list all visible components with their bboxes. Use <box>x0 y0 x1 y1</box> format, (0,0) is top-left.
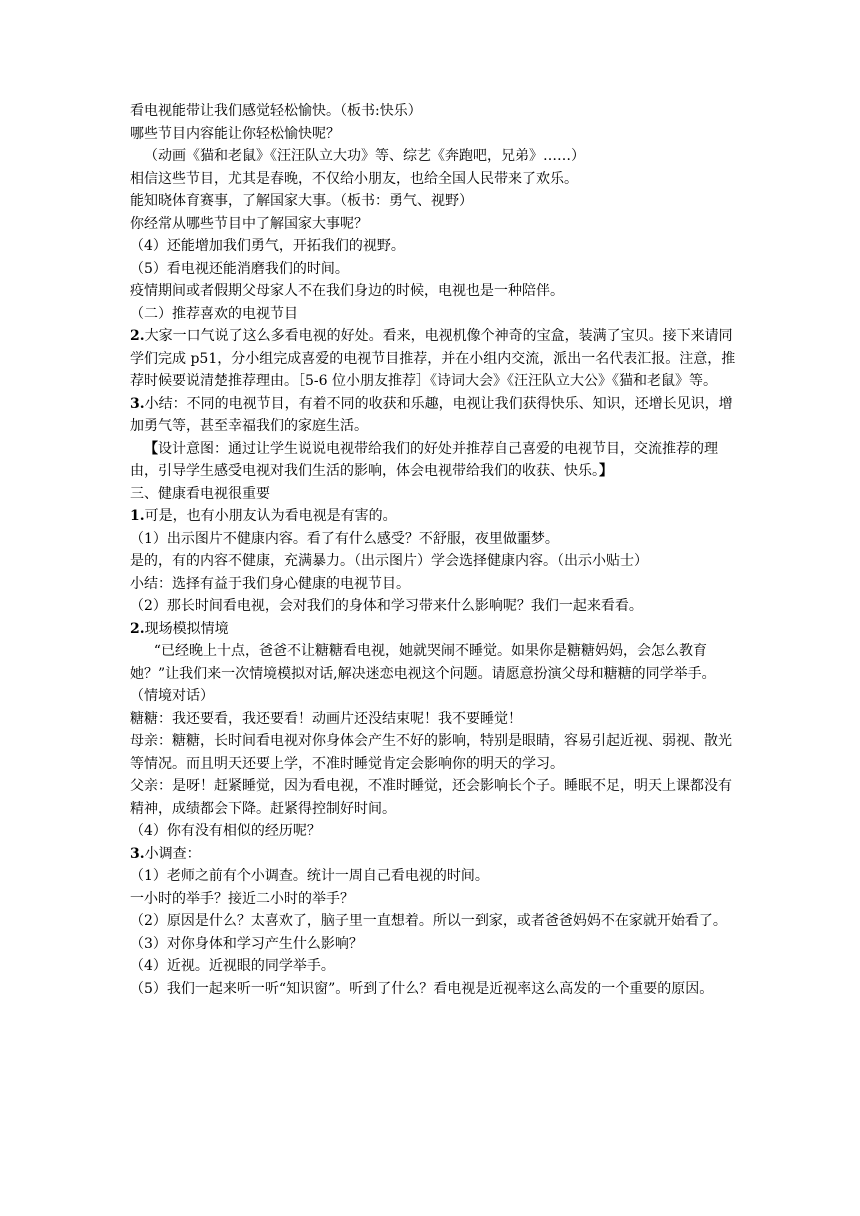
paragraph: （5）看电视还能消磨我们的时间。 <box>130 260 349 277</box>
bracket-close: 】 <box>599 463 613 479</box>
paragraph: （2）那长时间看电视，会对我们的身体和学习带来什么影响呢？我们一起来看看。 <box>130 598 643 614</box>
paragraph: （5）我们一起来听一听“知识窗”。听到了什么？看电视是近视率这么高发的一个重要的原因。 <box>130 980 714 997</box>
paragraph: “已经晚上十点，爸爸不让糖糖看电视，她就哭闹不睡觉。如果你是糖糖妈妈，会怎么教育她？”让我们来一次情境模拟对话,解决迷恋电视这个问题。请愿意扮演父母和糖糖的同学举手。 <box>130 643 716 682</box>
paragraph-text: 小结：不同的电视节目，有着不同的收获和乐趣，电视让我们获得快乐、知识，还增长见识，增加勇气等，甚至幸福我们的家庭生活。 <box>130 395 733 434</box>
item-number: 2. <box>130 620 145 637</box>
paragraph: （4）还能增加我们勇气，开拓我们的视野。 <box>130 238 405 254</box>
paragraph: （3）对你身体和学习产生什么影响？ <box>130 935 363 952</box>
paragraph-text: 大家一口气说了这么多看电视的好处。看来，电视机像个神奇的宝盒，装满了宝贝。接下来请同学们完成 p51，分小组完成喜爱的电视节目推荐，并在小组内交流，派出一名代表汇报。注意，推荐时候要说清楚推荐理由。［5-6 位小朋友推荐］《诗词大会》《汪汪队立大公》《猫和老鼠》等。 <box>130 328 736 389</box>
paragraph: 能知晓体育赛事，了解国家大事。（板书：勇气、视野） <box>130 193 473 209</box>
paragraph: （1）老师之前有个小调查。统计一周自己看电视的时间。 <box>130 868 489 884</box>
paragraph: （情境对话） <box>130 688 214 704</box>
paragraph: 是的，有的内容不健康，充满暴力。（出示图片）学会选择健康内容。（出示小贴士） <box>130 553 648 569</box>
item-number: 2. <box>130 328 145 344</box>
paragraph <box>130 505 736 528</box>
paragraph-text: 现场模拟情境 <box>144 620 229 637</box>
paragraph <box>130 618 736 641</box>
paragraph: （4）你有没有相似的经历呢？ <box>130 823 321 839</box>
paragraph <box>130 843 736 866</box>
document-page <box>130 100 736 1000</box>
paragraph-text: 小调查： <box>144 845 201 862</box>
bracket-open: 【 <box>144 440 158 457</box>
paragraph-text: 可是，也有小朋友认为看电视是有害的。 <box>144 508 397 524</box>
section-heading: 三、健康看电视很重要 <box>130 485 270 502</box>
paragraph <box>130 393 736 438</box>
section-heading: （二）推荐喜欢的电视节目 <box>130 305 298 322</box>
paragraph: （1）出示图片不健康内容。看了有什么感受？不舒服，夜里做噩梦。 <box>130 530 559 547</box>
item-number: 3. <box>130 395 145 412</box>
design-intent <box>130 438 736 483</box>
paragraph: 看电视能带让我们感觉轻松愉快。（板书:快乐） <box>130 103 422 119</box>
paragraph: 一小时的举手？接近二小时的举手？ <box>130 890 354 907</box>
dialogue-line: 糖糖：我还要看，我还要看！动画片还没结束呢！我不要睡觉！ <box>130 710 522 727</box>
design-intent-text: 设计意图：通过让学生说说电视带给我们的好处并推荐自己喜爱的电视节目，交流推荐的理由，引导学生感受电视对我们生活的影响，体会电视带给我们的收获、快乐。 <box>130 440 718 479</box>
paragraph: （4）近视。近视眼的同学举手。 <box>130 958 335 974</box>
paragraph: （动画《猫和老鼠》《汪汪队立大功》等、综艺《奔跑吧，兄弟》……） <box>144 148 585 164</box>
dialogue-line: 母亲：糖糖，长时间看电视对你身体会产生不好的影响，特别是眼睛，容易引起近视、弱视、散光等情况。而且明天还要上学，不准时睡觉肯定会影响你的明天的学习。 <box>130 733 732 772</box>
paragraph <box>130 325 736 393</box>
item-number: 1. <box>130 508 145 524</box>
dialogue-line: 父亲：是呀！赶紧睡觉，因为看电视，不准时睡觉，还会影响长个子。睡眠不足，明天上课都没有精神，成绩都会下降。赶紧得控制好时间。 <box>130 778 732 817</box>
paragraph: 疫情期间或者假期父母家人不在我们身边的时候，电视也是一种陪伴。 <box>130 283 564 299</box>
paragraph: 小结：选择有益于我们身心健康的电视节目。 <box>130 575 410 592</box>
paragraph: 哪些节目内容能让你轻松愉快呢？ <box>130 125 340 142</box>
item-number: 3. <box>130 845 145 862</box>
paragraph: 你经常从哪些节目中了解国家大事呢？ <box>130 215 368 232</box>
paragraph: （2）原因是什么？太喜欢了，脑子里一直想着。所以一到家，或者爸爸妈妈不在家就开始看了。 <box>130 913 727 929</box>
paragraph: 相信这些节目，尤其是春晚，不仅给小朋友，也给全国人民带来了欢乐。 <box>130 170 578 187</box>
